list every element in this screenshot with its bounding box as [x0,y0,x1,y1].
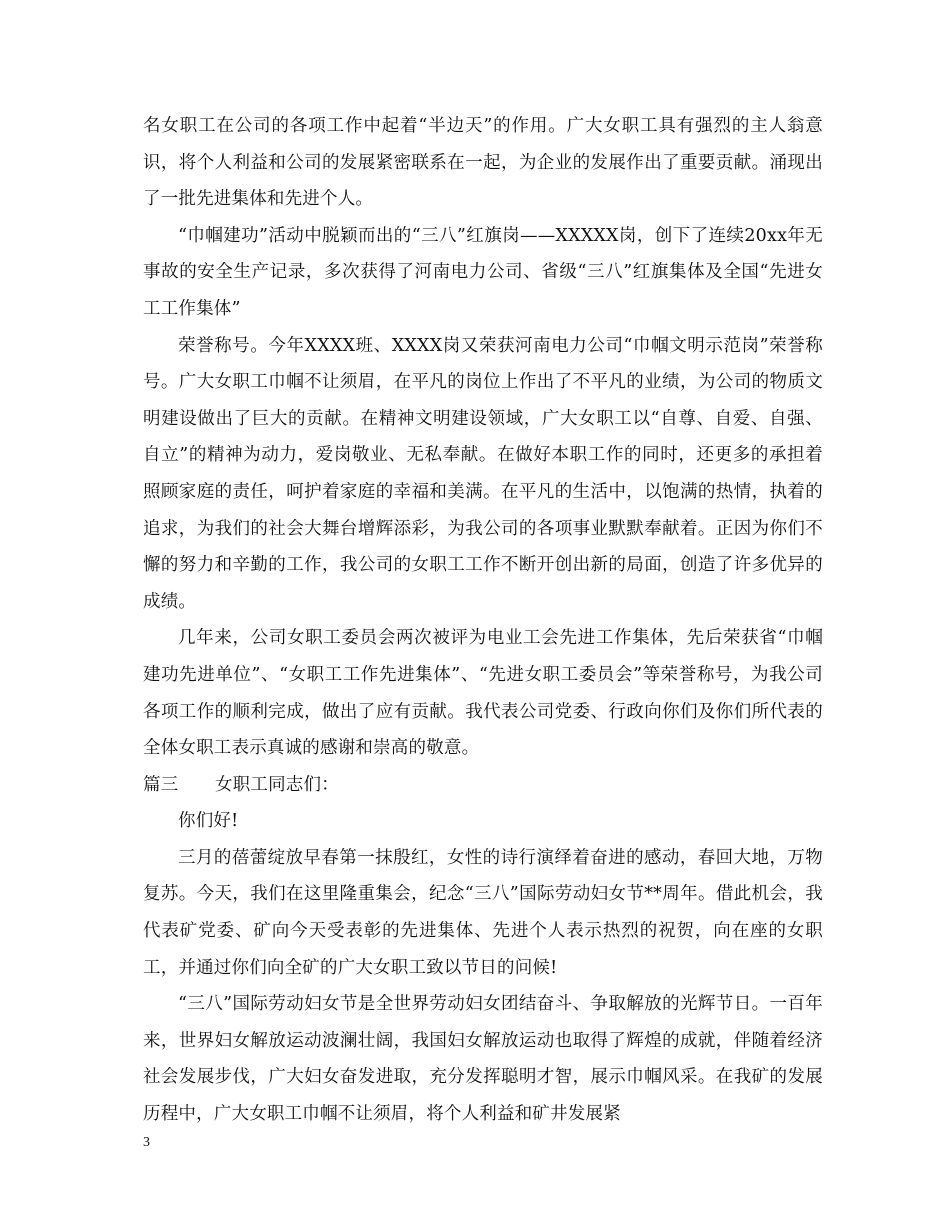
paragraph: “三八”国际劳动妇女节是全世界劳动妇女团结奋斗、争取解放的光辉节日。一百年来，世界妇女解放运动波澜壮阔，我国妇女解放运动也取得了辉煌的成就，伴随着经济社会发展步伐，广大妇女奋发进取，充分发挥聪明才智，展示巾帼风采。在我矿的发展历程中，广大女职工巾帼不让须眉，将个人利益和矿井发展紧 [143,994,823,1125]
section-salutation: 女职工同志们： [215,774,339,795]
paragraph: 三月的蓓蕾绽放早春第一抹殷红，女性的诗行演绎着奋进的感动，春回大地，万物复苏。今天，我们在这里隆重集会，纪念“三八”国际劳动妇女节**周年。借此机会，我代表矿党委、矿向今天受表彰的先进集体、先进个人表示热烈的祝贺，向在座的女职工，并通过你们向全矿的广大女职工致以节日的问候! [143,847,823,978]
section-heading [143,767,823,804]
page-number: 3 [143,1135,150,1150]
paragraph: 名女职工在公司的各项工作中起着“半边天”的作用。广大女职工具有强烈的主人翁意识，将个人利益和公司的发展紧密联系在一起，为企业的发展作出了重要贡献。涌现出了一批先进集体和先进个人。 [143,116,823,210]
paragraph: 荣誉称号。今年XXXX班、XXXX岗又荣获河南电力公司“巾帼文明示范岗”荣誉称号。广大女职工巾帼不让须眉，在平凡的岗位上作出了不平凡的业绩，为公司的物质文明建设做出了巨大的贡献。在精神文明建设领域，广大女职工以“自尊、自爱、自强、自立”的精神为动力，爱岗敬业、无私奉献。在做好本职工作的同时，还更多的承担着照顾家庭的责任，呵护着家庭的幸福和美满。在平凡的生活中，以饱满的热情，执着的追求，为我们的社会大舞台增辉添彩，为我公司的各项事业默默奉献着。正因为你们不懈的努力和辛勤的工作，我公司的女职工工作不断开创出新的局面，创造了许多优异的成绩。 [143,335,823,612]
paragraph: 你们好! [178,811,239,832]
document-body [143,108,823,1133]
paragraph: “巾帼建功”活动中脱颖而出的“三八”红旗岗——XXXXX岗，创下了连续20xx年无事故的安全生产记录，多次获得了河南电力公司、省级“三八”红旗集体及全国“先进女工工作集体” [143,225,823,319]
section-label: 篇三 [143,774,179,795]
paragraph: 几年来，公司女职工委员会两次被评为电业工会先进工作集体，先后荣获省“巾帼建功先进单位”、“女职工工作先进集体”、“先进女职工委员会”等荣誉称号，为我公司各项工作的顺利完成，做出了应有贡献。我代表公司党委、行政向你们及你们所代表的全体女职工表示真诚的感谢和崇高的敬意。 [143,628,823,759]
